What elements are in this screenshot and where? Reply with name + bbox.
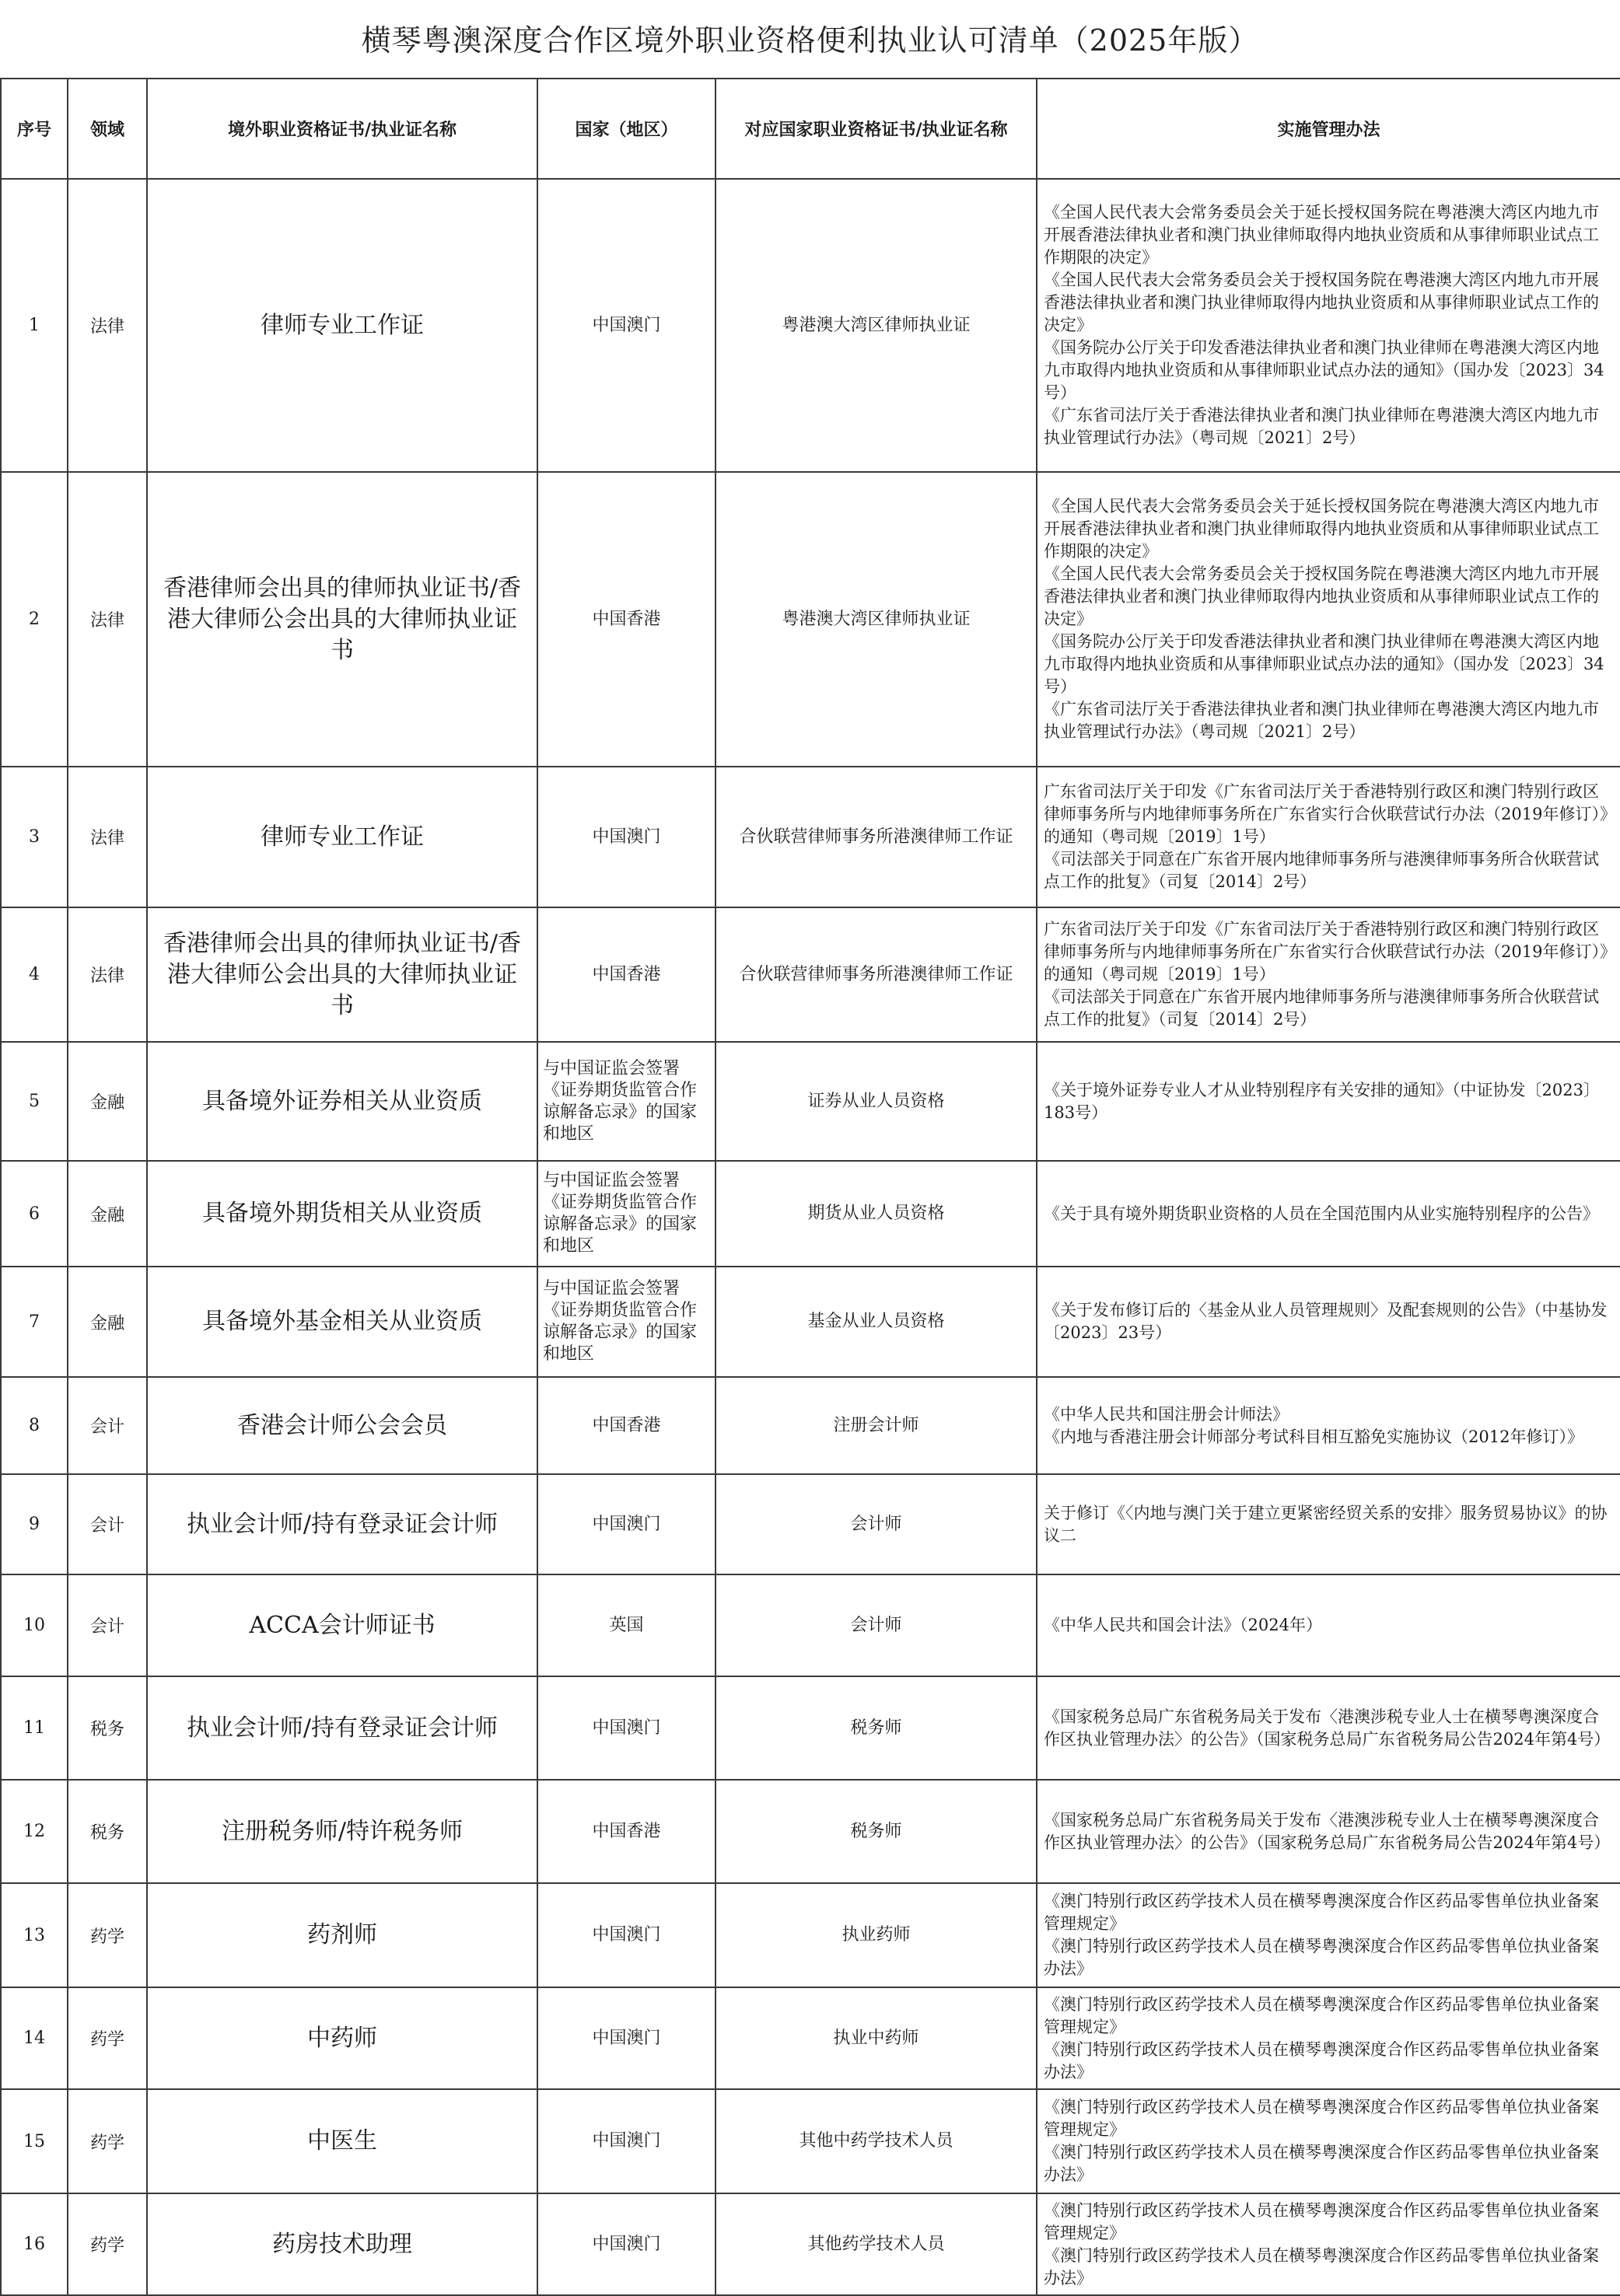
method-line: 《关于发布修订后的〈基金从业人员管理规则〉及配套规则的公告》（中基协发〔2023〕23号） xyxy=(1044,1301,1608,1342)
method-line: 《内地与香港注册会计师部分考试科目相互豁免实施协议（2012年修订）》 xyxy=(1044,1427,1583,1446)
cell-field: 税务 xyxy=(68,1676,147,1780)
cell-field: 金融 xyxy=(68,1161,147,1267)
cell-region: 中国澳门 xyxy=(537,1987,716,2089)
method-line: 《司法部关于同意在广东省开展内地律师事务所与港澳律师事务所合伙联营试点工作的批复》（司复〔2014〕2号） xyxy=(1044,850,1599,891)
cell-field: 药学 xyxy=(68,1883,147,1987)
cell-no: 13 xyxy=(1,1883,68,1987)
cell-national: 注册会计师 xyxy=(716,1377,1037,1474)
cell-field: 会计 xyxy=(68,1574,147,1676)
method-line: 《国家税务总局广东省税务局关于发布〈港澳涉税专业人士在横琴粤澳深度合作区执业管理办法〉的公告》（国家税务总局广东省税务局公告2024年第4号） xyxy=(1044,1810,1611,1852)
cell-cert: 香港会计师公会会员 xyxy=(147,1377,537,1474)
cell-field: 药学 xyxy=(68,2089,147,2193)
cell-cert: 中医生 xyxy=(147,2089,537,2193)
method-line: 《中华人民共和国会计法》（2024年） xyxy=(1044,1616,1322,1634)
table-body xyxy=(1,179,1620,2295)
method-line: 《国务院办公厅关于印发香港法律执业者和澳门执业律师在粤港澳大湾区内地九市取得内地执业资质和从事律师职业试点办法的通知》（国办发〔2023〕34号） xyxy=(1044,338,1604,402)
table-row xyxy=(1,1883,1620,1987)
table-row xyxy=(1,767,1620,907)
header-national: 对应国家职业资格证书/执业证名称 xyxy=(716,79,1037,179)
cell-cert: 注册税务师/特许税务师 xyxy=(147,1780,537,1883)
cell-field: 法律 xyxy=(68,472,147,767)
cell-cert: 具备境外基金相关从业资质 xyxy=(147,1267,537,1377)
cell-no: 10 xyxy=(1,1574,68,1676)
cell-no: 14 xyxy=(1,1987,68,2089)
qualification-table xyxy=(0,78,1620,2296)
method-line: 《澳门特别行政区药学技术人员在横琴粤澳深度合作区药品零售单位执业备案办法》 xyxy=(1044,2245,1599,2287)
cell-region: 与中国证监会签署《证券期货监管合作谅解备忘录》的国家和地区 xyxy=(537,1042,716,1161)
cell-no: 11 xyxy=(1,1676,68,1780)
cell-method xyxy=(1037,2089,1620,2193)
table-row xyxy=(1,1780,1620,1883)
cell-field: 税务 xyxy=(68,1780,147,1883)
cell-national: 其他药学技术人员 xyxy=(716,2193,1037,2295)
cell-region: 中国澳门 xyxy=(537,1474,716,1574)
cell-method xyxy=(1037,472,1620,767)
cell-method xyxy=(1037,1780,1620,1883)
cell-region: 中国香港 xyxy=(537,472,716,767)
header-region: 国家（地区） xyxy=(537,79,716,179)
cell-cert: 药剂师 xyxy=(147,1883,537,1987)
cell-field: 法律 xyxy=(68,179,147,472)
method-line: 《澳门特别行政区药学技术人员在横琴粤澳深度合作区药品零售单位执业备案管理规定》 xyxy=(1044,2098,1599,2139)
cell-cert: 执业会计师/持有登录证会计师 xyxy=(147,1676,537,1780)
cell-method xyxy=(1037,767,1620,907)
table-row xyxy=(1,1574,1620,1676)
cell-national: 其他中药学技术人员 xyxy=(716,2089,1037,2193)
cell-no: 6 xyxy=(1,1161,68,1267)
cell-no: 8 xyxy=(1,1377,68,1474)
cell-no: 16 xyxy=(1,2193,68,2295)
cell-cert: 香港律师会出具的律师执业证书/香港大律师公会出具的大律师执业证书 xyxy=(147,472,537,767)
method-line: 《澳门特别行政区药学技术人员在横琴粤澳深度合作区药品零售单位执业备案办法》 xyxy=(1044,2039,1599,2081)
method-line: 广东省司法厅关于印发《广东省司法厅关于香港特别行政区和澳门特别行政区律师事务所与内地律师事务所在广东省实行合伙联营试行办法（2019年修订）》的通知（粤司规〔2019〕1号） xyxy=(1044,920,1608,984)
cell-cert: 中药师 xyxy=(147,1987,537,2089)
method-line: 《全国人民代表大会常务委员会关于延长授权国务院在粤港澳大湾区内地九市开展香港法律执业者和澳门执业律师取得内地执业资质和从事律师职业试点工作期限的决定》 xyxy=(1044,497,1599,561)
cell-national: 执业药师 xyxy=(716,1883,1037,1987)
cell-method xyxy=(1037,1267,1620,1377)
header-cert: 境外职业资格证书/执业证名称 xyxy=(147,79,537,179)
cell-region: 与中国证监会签署《证券期货监管合作谅解备忘录》的国家和地区 xyxy=(537,1267,716,1377)
cell-method xyxy=(1037,1574,1620,1676)
method-line: 《关于具有境外期货职业资格的人员在全国范围内从业实施特别程序的公告》 xyxy=(1044,1204,1599,1223)
table-row xyxy=(1,1377,1620,1474)
method-line: 《澳门特别行政区药学技术人员在横琴粤澳深度合作区药品零售单位执业备案管理规定》 xyxy=(1044,2200,1599,2242)
table-row xyxy=(1,472,1620,767)
cell-region: 中国澳门 xyxy=(537,2089,716,2193)
table-row xyxy=(1,2193,1620,2295)
cell-method xyxy=(1037,1377,1620,1474)
cell-field: 法律 xyxy=(68,767,147,907)
cell-national: 粤港澳大湾区律师执业证 xyxy=(716,179,1037,472)
table-row xyxy=(1,1474,1620,1574)
method-line: 《全国人民代表大会常务委员会关于授权国务院在粤港澳大湾区内地九市开展香港法律执业者和澳门执业律师取得内地执业资质和从事律师职业试点工作的决定》 xyxy=(1044,564,1599,628)
cell-region: 中国澳门 xyxy=(537,1883,716,1987)
cell-method xyxy=(1037,1676,1620,1780)
method-line: 广东省司法厅关于印发《广东省司法厅关于香港特别行政区和澳门特别行政区律师事务所与内地律师事务所在广东省实行合伙联营试行办法（2019年修订）》的通知（粤司规〔2019〕1号） xyxy=(1044,782,1608,846)
method-line: 《司法部关于同意在广东省开展内地律师事务所与港澳律师事务所合伙联营试点工作的批复》（司复〔2014〕2号） xyxy=(1044,987,1599,1029)
cell-field: 金融 xyxy=(68,1042,147,1161)
cell-cert: 具备境外期货相关从业资质 xyxy=(147,1161,537,1267)
method-line: 关于修订《〈内地与澳门关于建立更紧密经贸关系的安排〉服务贸易协议》的协议二 xyxy=(1044,1503,1608,1545)
cell-national: 粤港澳大湾区律师执业证 xyxy=(716,472,1037,767)
cell-cert: 香港律师会出具的律师执业证书/香港大律师公会出具的大律师执业证书 xyxy=(147,907,537,1042)
cell-national: 会计师 xyxy=(716,1474,1037,1574)
cell-national: 税务师 xyxy=(716,1780,1037,1883)
cell-region: 与中国证监会签署《证券期货监管合作谅解备忘录》的国家和地区 xyxy=(537,1161,716,1267)
table-row xyxy=(1,1676,1620,1780)
cell-method xyxy=(1037,2193,1620,2295)
cell-no: 7 xyxy=(1,1267,68,1377)
cell-field: 药学 xyxy=(68,2193,147,2295)
table-row xyxy=(1,1267,1620,1377)
method-line: 《广东省司法厅关于香港法律执业者和澳门执业律师在粤港澳大湾区内地九市执业管理试行办法》（粤司规〔2021〕2号） xyxy=(1044,406,1599,447)
method-line: 《澳门特别行政区药学技术人员在横琴粤澳深度合作区药品零售单位执业备案办法》 xyxy=(1044,1937,1599,1978)
table-header-row xyxy=(1,79,1620,179)
header-method: 实施管理办法 xyxy=(1037,79,1620,179)
table-row xyxy=(1,1042,1620,1161)
cell-method xyxy=(1037,1161,1620,1267)
table-row xyxy=(1,1987,1620,2089)
cell-national: 期货从业人员资格 xyxy=(716,1161,1037,1267)
cell-method xyxy=(1037,1987,1620,2089)
method-line: 《澳门特别行政区药学技术人员在横琴粤澳深度合作区药品零售单位执业备案管理规定》 xyxy=(1044,1994,1599,2036)
cell-method xyxy=(1037,907,1620,1042)
cell-region: 中国香港 xyxy=(537,1780,716,1883)
cell-region: 中国澳门 xyxy=(537,2193,716,2295)
cell-national: 执业中药师 xyxy=(716,1987,1037,2089)
cell-no: 9 xyxy=(1,1474,68,1574)
method-line: 《澳门特别行政区药学技术人员在横琴粤澳深度合作区药品零售单位执业备案办法》 xyxy=(1044,2143,1599,2184)
cell-method xyxy=(1037,1042,1620,1161)
cell-no: 3 xyxy=(1,767,68,907)
cell-field: 药学 xyxy=(68,1987,147,2089)
method-line: 《全国人民代表大会常务委员会关于授权国务院在粤港澳大湾区内地九市开展香港法律执业者和澳门执业律师取得内地执业资质和从事律师职业试点工作的决定》 xyxy=(1044,271,1599,334)
cell-region: 中国香港 xyxy=(537,907,716,1042)
cell-region: 英国 xyxy=(537,1574,716,1676)
cell-method xyxy=(1037,179,1620,472)
table-row xyxy=(1,1161,1620,1267)
cell-region: 中国澳门 xyxy=(537,179,716,472)
cell-national: 合伙联营律师事务所港澳律师工作证 xyxy=(716,767,1037,907)
method-line: 《国务院办公厅关于印发香港法律执业者和澳门执业律师在粤港澳大湾区内地九市取得内地执业资质和从事律师职业试点办法的通知》（国办发〔2023〕34号） xyxy=(1044,632,1604,696)
cell-cert: 药房技术助理 xyxy=(147,2193,537,2295)
cell-national: 证券从业人员资格 xyxy=(716,1042,1037,1161)
method-line: 《澳门特别行政区药学技术人员在横琴粤澳深度合作区药品零售单位执业备案管理规定》 xyxy=(1044,1892,1599,1933)
cell-method xyxy=(1037,1474,1620,1574)
cell-no: 4 xyxy=(1,907,68,1042)
cell-cert: ACCA会计师证书 xyxy=(147,1574,537,1676)
method-line: 《中华人民共和国注册会计师法》 xyxy=(1044,1404,1289,1424)
cell-region: 中国澳门 xyxy=(537,767,716,907)
cell-national: 基金从业人员资格 xyxy=(716,1267,1037,1377)
cell-national: 会计师 xyxy=(716,1574,1037,1676)
cell-cert: 执业会计师/持有登录证会计师 xyxy=(147,1474,537,1574)
method-line: 《国家税务总局广东省税务局关于发布〈港澳涉税专业人士在横琴粤澳深度合作区执业管理办法〉的公告》（国家税务总局广东省税务局公告2024年第4号） xyxy=(1044,1707,1611,1749)
method-line: 《广东省司法厅关于香港法律执业者和澳门执业律师在粤港澳大湾区内地九市执业管理试行办法》（粤司规〔2021〕2号） xyxy=(1044,700,1599,741)
table-row xyxy=(1,179,1620,472)
cell-field: 会计 xyxy=(68,1474,147,1574)
cell-field: 会计 xyxy=(68,1377,147,1474)
cell-field: 法律 xyxy=(68,907,147,1042)
cell-national: 税务师 xyxy=(716,1676,1037,1780)
cell-field: 金融 xyxy=(68,1267,147,1377)
cell-national: 合伙联营律师事务所港澳律师工作证 xyxy=(716,907,1037,1042)
cell-cert: 具备境外证券相关从业资质 xyxy=(147,1042,537,1161)
cell-cert: 律师专业工作证 xyxy=(147,179,537,472)
method-line: 《关于境外证券专业人才从业特别程序有关安排的通知》（中证协发〔2023〕183号） xyxy=(1044,1080,1600,1122)
cell-method xyxy=(1037,1883,1620,1987)
method-line: 《全国人民代表大会常务委员会关于延长授权国务院在粤港澳大湾区内地九市开展香港法律执业者和澳门执业律师取得内地执业资质和从事律师职业试点工作期限的决定》 xyxy=(1044,203,1599,267)
table-row xyxy=(1,907,1620,1042)
cell-no: 12 xyxy=(1,1780,68,1883)
table-row xyxy=(1,2089,1620,2193)
header-field: 领域 xyxy=(68,79,147,179)
cell-region: 中国香港 xyxy=(537,1377,716,1474)
cell-no: 2 xyxy=(1,472,68,767)
cell-cert: 律师专业工作证 xyxy=(147,767,537,907)
cell-no: 1 xyxy=(1,179,68,472)
cell-no: 15 xyxy=(1,2089,68,2193)
cell-no: 5 xyxy=(1,1042,68,1161)
header-no: 序号 xyxy=(1,79,68,179)
cell-region: 中国澳门 xyxy=(537,1676,716,1780)
document-title: 横琴粤澳深度合作区境外职业资格便利执业认可清单（2025年版） xyxy=(361,23,1259,58)
